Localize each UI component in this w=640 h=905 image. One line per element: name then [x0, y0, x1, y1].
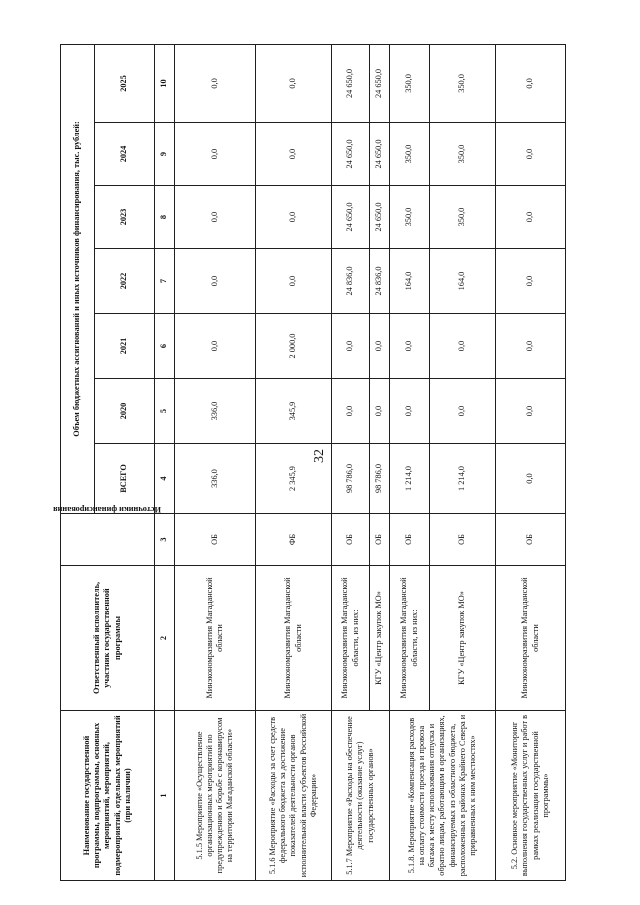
row-value: 24 836,0 — [370, 249, 390, 314]
row-value: 0,0 — [496, 444, 566, 514]
column-number: 2 — [155, 566, 175, 711]
column-number: 1 — [155, 711, 175, 881]
row-name: 5.2. Основное мероприятие «Мониторинг выполнения государственных услуг и работ в рамках реализации государственной программы» — [496, 711, 566, 881]
row-value: 336,0 — [175, 444, 256, 514]
page-number: 32 — [312, 449, 327, 463]
row-value: 345,9 — [256, 379, 332, 444]
row-value: 0,0 — [175, 314, 256, 379]
row-executor: Минэкономразвития Магаданской области, из них: — [390, 566, 430, 711]
row-value: 24 650,0 — [370, 44, 390, 122]
row-value: 0,0 — [256, 249, 332, 314]
row-value: 350,0 — [390, 44, 430, 122]
row-value: 24 650,0 — [370, 186, 390, 249]
header-year: 2022 — [95, 249, 155, 314]
row-value: 1 214,0 — [430, 444, 496, 514]
row-value: 0,0 — [496, 314, 566, 379]
table-row — [256, 44, 332, 880]
row-value: 0,0 — [256, 123, 332, 186]
row-executor: КГУ «Центр закупок МО» — [370, 566, 390, 711]
column-number: 7 — [155, 249, 175, 314]
column-number: 3 — [155, 514, 175, 566]
column-number: 8 — [155, 186, 175, 249]
funding-table — [53, 44, 566, 881]
row-value: 0,0 — [370, 314, 390, 379]
row-value: 0,0 — [430, 379, 496, 444]
rotated-document — [53, 45, 565, 881]
column-number: 5 — [155, 379, 175, 444]
row-name: 5.1.6 Мероприятие «Расходы за счет средств федерального бюджета за достижение показателей деятельности органов исполнительной власти субъектов Российской Федерации» — [256, 711, 332, 881]
row-source: ОБ — [430, 514, 496, 566]
row-source: ОБ — [496, 514, 566, 566]
table-row — [496, 44, 566, 880]
row-source: ФБ — [256, 514, 332, 566]
row-source: ОБ — [332, 514, 370, 566]
row-value: 2 345,9 — [256, 444, 332, 514]
row-name: 5.1.8. Мероприятие «Компенсация расходов на оплату стоимости проезда и провоза багажа к месту использования отпуска и обратно лицам, работающим в организациях, финансируемых из областного бюджета, расположенных в районах Крайнего Севера и приравненных к ним местностях» — [390, 711, 496, 881]
row-name: 5.1.7 Мероприятие «Расходы на обеспечение деятельности (оказание услуг) государственных органов» — [332, 711, 390, 881]
table-row — [390, 44, 430, 880]
row-source: ОБ — [390, 514, 430, 566]
row-executor: Минэкономразвития Магаданской области, из них: — [332, 566, 370, 711]
row-source: ОБ — [175, 514, 256, 566]
row-value: 0,0 — [430, 314, 496, 379]
row-value: 0,0 — [175, 249, 256, 314]
column-number: 10 — [155, 44, 175, 122]
header-year: 2021 — [95, 314, 155, 379]
header-year: 2020 — [95, 379, 155, 444]
row-name: 5.1.5 Мероприятие «Осуществление организационных мероприятий по предупреждению и борьбе с коронавирусом на территории Магаданской области» — [175, 711, 256, 881]
row-value: 1 214,0 — [390, 444, 430, 514]
row-value: 350,0 — [430, 123, 496, 186]
row-value: 0,0 — [496, 123, 566, 186]
row-value: 336,0 — [175, 379, 256, 444]
header-source-text: Источники финансирования — [53, 505, 162, 515]
header-row — [61, 44, 95, 880]
header-year: 2023 — [95, 186, 155, 249]
header-name: Наименование государственной программы, подпрограммы, основных мероприятий, мероприятий, подмероприятий, отдельных мероприятий (при наличии) — [61, 711, 155, 881]
row-executor: КГУ «Центр закупок МО» — [430, 566, 496, 711]
row-value: 0,0 — [175, 44, 256, 122]
header-funding: Объем бюджетных ассигнований и иных источников финансирования, тыс. рублей: — [61, 44, 95, 513]
row-value: 164,0 — [430, 249, 496, 314]
row-value: 24 650,0 — [332, 123, 370, 186]
column-number: 4 — [155, 444, 175, 514]
column-number: 6 — [155, 314, 175, 379]
row-source: ОБ — [370, 514, 390, 566]
row-value: 350,0 — [390, 186, 430, 249]
row-value: 350,0 — [390, 123, 430, 186]
row-value: 0,0 — [175, 186, 256, 249]
row-value: 0,0 — [370, 379, 390, 444]
row-executor: Минэкономразвития Магаданской области — [256, 566, 332, 711]
header-year: ВСЕГО — [95, 444, 155, 514]
row-value: 24 650,0 — [370, 123, 390, 186]
column-numbers-row — [155, 44, 175, 880]
row-value: 0,0 — [390, 314, 430, 379]
row-value: 0,0 — [496, 249, 566, 314]
row-value: 24 836,0 — [332, 249, 370, 314]
header-source — [53, 505, 162, 566]
row-value: 0,0 — [332, 379, 370, 444]
row-value: 350,0 — [430, 44, 496, 122]
row-value: 2 000,0 — [256, 314, 332, 379]
row-value: 0,0 — [332, 314, 370, 379]
row-executor: Минэкономразвития Магаданской области — [496, 566, 566, 711]
table-row — [175, 44, 256, 880]
row-value: 0,0 — [256, 44, 332, 122]
row-value: 0,0 — [496, 186, 566, 249]
row-value: 0,0 — [496, 44, 566, 122]
row-executor: Минэкономразвития Магаданской области — [175, 566, 256, 711]
column-number: 9 — [155, 123, 175, 186]
header-year: 2025 — [95, 44, 155, 122]
header-year: 2024 — [95, 123, 155, 186]
row-value: 0,0 — [390, 379, 430, 444]
header-executor: Ответственный исполнитель, участник государственной программы — [61, 566, 155, 711]
row-value: 24 650,0 — [332, 186, 370, 249]
row-value: 0,0 — [256, 186, 332, 249]
row-value: 0,0 — [175, 123, 256, 186]
row-value: 98 786,0 — [332, 444, 370, 514]
table-row — [332, 44, 370, 880]
row-value: 98 786,0 — [370, 444, 390, 514]
row-value: 24 650,0 — [332, 44, 370, 122]
row-value: 0,0 — [496, 379, 566, 444]
row-value: 350,0 — [430, 186, 496, 249]
row-value: 164,0 — [390, 249, 430, 314]
